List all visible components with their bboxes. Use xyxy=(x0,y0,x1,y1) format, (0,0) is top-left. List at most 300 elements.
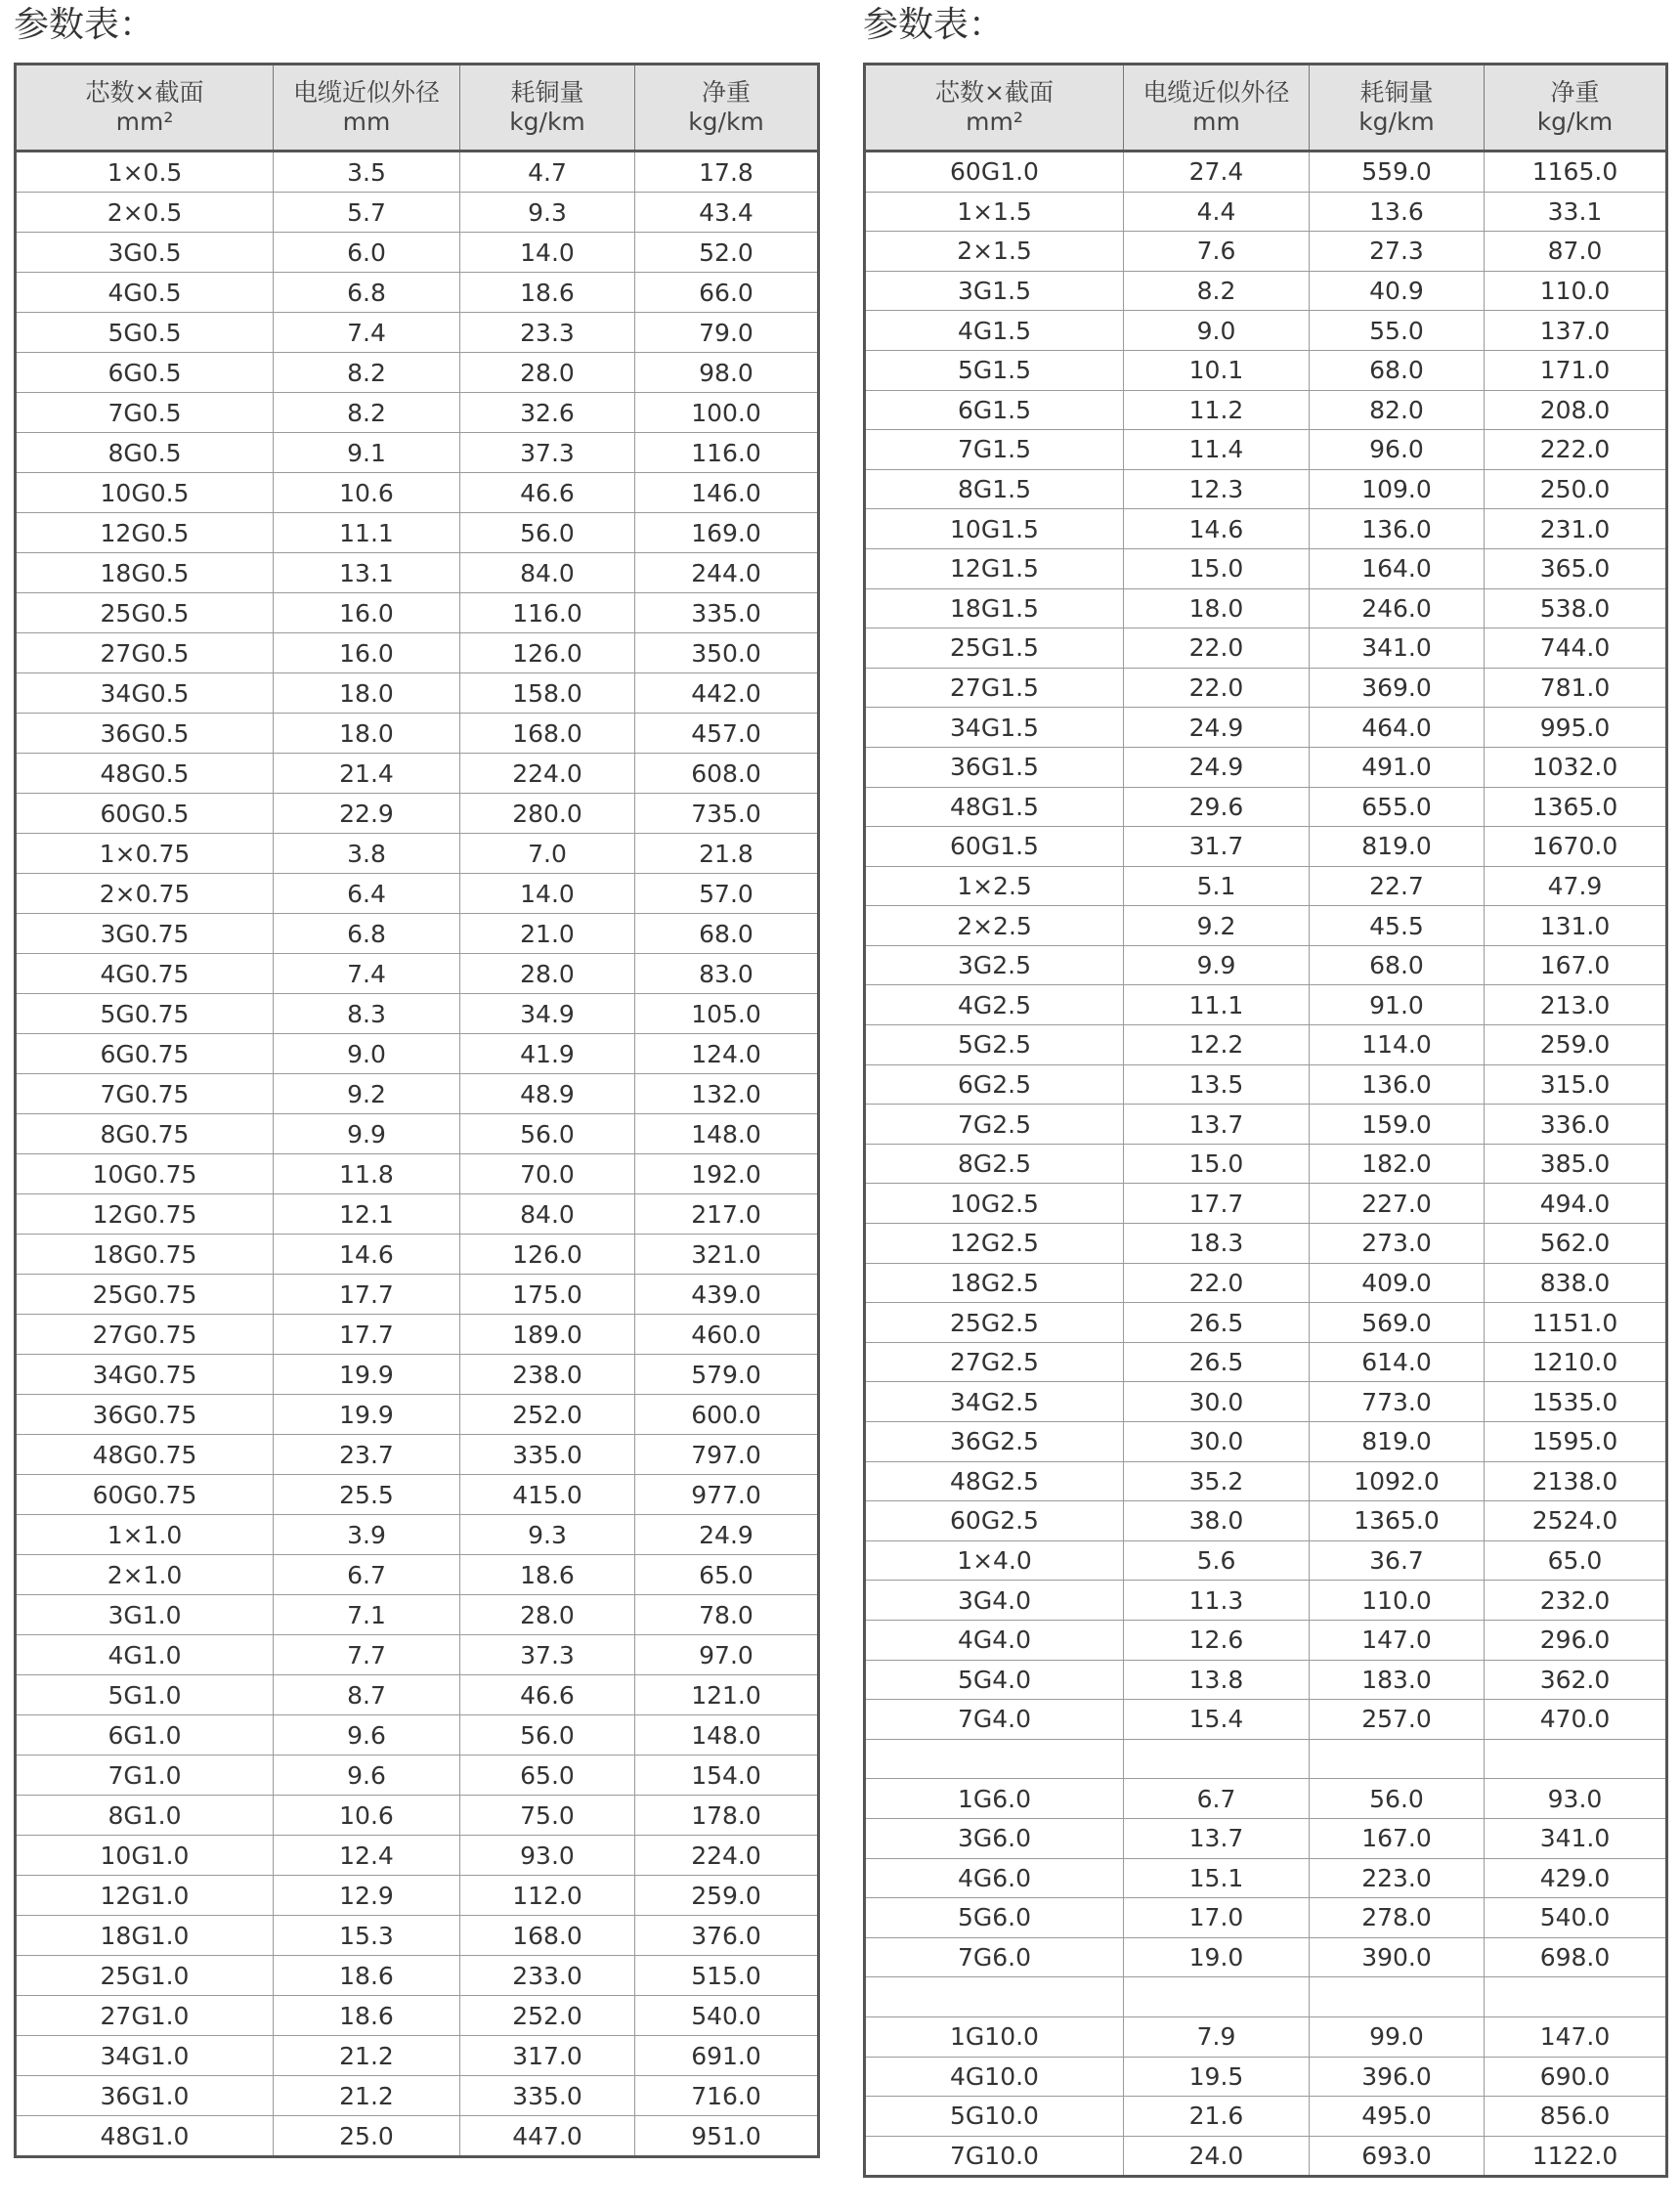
table-row xyxy=(865,1303,1667,1343)
cell-net-weight: 1122.0 xyxy=(1485,2136,1667,2177)
cell-outer-diameter: 11.2 xyxy=(1124,390,1310,430)
cell-net-weight: 1595.0 xyxy=(1485,1422,1667,1462)
cell-net-weight: 1165.0 xyxy=(1485,152,1667,193)
cell-cores-section: 5G1.0 xyxy=(16,1675,274,1715)
cell-net-weight: 362.0 xyxy=(1485,1660,1667,1700)
cell-net-weight: 350.0 xyxy=(635,633,819,673)
cell-copper-weight: 491.0 xyxy=(1310,747,1485,787)
cell-outer-diameter: 13.1 xyxy=(274,553,460,593)
cell-copper-weight: 189.0 xyxy=(460,1315,635,1355)
cell-cores-section: 4G1.0 xyxy=(16,1635,274,1675)
panel-title: 参数表： xyxy=(863,5,1005,45)
table-row xyxy=(865,985,1667,1025)
table-row xyxy=(16,1675,819,1715)
cell-copper-weight: 158.0 xyxy=(460,673,635,714)
cell-copper-weight: 55.0 xyxy=(1310,311,1485,351)
cell-cores-section: 12G0.75 xyxy=(16,1194,274,1235)
cell-outer-diameter: 7.4 xyxy=(274,954,460,994)
table-row xyxy=(865,2136,1667,2177)
cell-net-weight: 335.0 xyxy=(635,593,819,633)
cell-cores-section: 48G0.5 xyxy=(16,754,274,794)
cell-copper-weight: 36.7 xyxy=(1310,1540,1485,1581)
cell-copper-weight: 18.6 xyxy=(460,1555,635,1595)
cell-net-weight: 222.0 xyxy=(1485,430,1667,470)
table-row xyxy=(865,906,1667,946)
cell-copper-weight: 70.0 xyxy=(460,1154,635,1194)
cell-cores-section: 60G0.75 xyxy=(16,1475,274,1515)
cell-cores-section: 25G2.5 xyxy=(865,1303,1124,1343)
cell-cores-section: 2×1.0 xyxy=(16,1555,274,1595)
cell-cores-section: 5G0.75 xyxy=(16,994,274,1034)
cell-outer-diameter: 10.6 xyxy=(274,473,460,513)
table-row xyxy=(865,232,1667,272)
cell-cores-section: 3G1.0 xyxy=(16,1595,274,1635)
cell-outer-diameter: 9.0 xyxy=(1124,311,1310,351)
table-row xyxy=(865,152,1667,193)
cell-cores-section: 12G1.0 xyxy=(16,1876,274,1916)
cell-outer-diameter: 6.7 xyxy=(274,1555,460,1595)
cell-copper-weight: 257.0 xyxy=(1310,1700,1485,1740)
cell-cores-section: 1×2.5 xyxy=(865,866,1124,906)
cell-cores-section: 18G0.75 xyxy=(16,1235,274,1275)
cell-cores-section: 1×1.5 xyxy=(865,192,1124,232)
cell-cores-section: 60G0.5 xyxy=(16,794,274,834)
table-row xyxy=(16,1555,819,1595)
cell-cores-section: 34G1.0 xyxy=(16,2036,274,2076)
header-label: 电缆近似外径 xyxy=(1142,78,1290,107)
cell-net-weight: 47.9 xyxy=(1485,866,1667,906)
cell-copper-weight: 109.0 xyxy=(1310,469,1485,509)
table-row xyxy=(16,1635,819,1675)
cell-copper-weight: 28.0 xyxy=(460,353,635,393)
cell-cores-section: 4G0.75 xyxy=(16,954,274,994)
table-row xyxy=(16,433,819,473)
cell-outer-diameter: 17.7 xyxy=(1124,1184,1310,1224)
cell-copper-weight: 65.0 xyxy=(460,1756,635,1796)
cell-cores-section: 7G1.0 xyxy=(16,1756,274,1796)
cell-copper-weight: 56.0 xyxy=(1310,1779,1485,1819)
cell-cores-section: 10G1.0 xyxy=(16,1836,274,1876)
cell-net-weight: 494.0 xyxy=(1485,1184,1667,1224)
cell-cores-section: 48G2.5 xyxy=(865,1461,1124,1501)
table-row xyxy=(865,1144,1667,1184)
cell-copper-weight: 28.0 xyxy=(460,1595,635,1635)
table-row xyxy=(865,1818,1667,1858)
cell-net-weight: 121.0 xyxy=(635,1675,819,1715)
table-row xyxy=(865,1779,1667,1819)
cell-outer-diameter: 17.0 xyxy=(1124,1898,1310,1938)
cell-net-weight: 951.0 xyxy=(635,2116,819,2157)
cell-outer-diameter: 18.0 xyxy=(274,673,460,714)
cell-net-weight: 169.0 xyxy=(635,513,819,553)
cell-cores-section: 4G0.5 xyxy=(16,273,274,313)
header-row xyxy=(865,65,1667,152)
cell-net-weight: 78.0 xyxy=(635,1595,819,1635)
cell-cores-section: 36G1.0 xyxy=(16,2076,274,2116)
cell-net-weight: 540.0 xyxy=(635,1996,819,2036)
cell-cores-section: 7G2.5 xyxy=(865,1105,1124,1145)
cell-copper-weight: 84.0 xyxy=(460,1194,635,1235)
cell-copper-weight: 96.0 xyxy=(1310,430,1485,470)
cell-outer-diameter: 8.7 xyxy=(274,1675,460,1715)
table-row xyxy=(16,1074,819,1114)
table-row xyxy=(865,629,1667,669)
cell-copper-weight: 13.6 xyxy=(1310,192,1485,232)
cell-outer-diameter: 22.0 xyxy=(1124,1263,1310,1303)
table-row xyxy=(865,1620,1667,1660)
cell-copper-weight: 168.0 xyxy=(460,1916,635,1956)
table-row xyxy=(865,1739,1667,1779)
cell-cores-section: 4G2.5 xyxy=(865,985,1124,1025)
cell-copper-weight: 164.0 xyxy=(1310,548,1485,588)
cell-cores-section: 18G1.0 xyxy=(16,1916,274,1956)
cell-outer-diameter: 9.6 xyxy=(274,1715,460,1756)
cell-outer-diameter: 3.8 xyxy=(274,834,460,874)
cell-copper-weight: 126.0 xyxy=(460,633,635,673)
table-row xyxy=(16,834,819,874)
cell-outer-diameter: 25.5 xyxy=(274,1475,460,1515)
cell-net-weight: 232.0 xyxy=(1485,1581,1667,1621)
cell-outer-diameter: 21.2 xyxy=(274,2076,460,2116)
cell-cores-section: 2×0.5 xyxy=(16,193,274,233)
cell-cores-section: 18G1.5 xyxy=(865,588,1124,629)
table-row xyxy=(865,350,1667,390)
cell-copper-weight: 114.0 xyxy=(1310,1025,1485,1065)
cell-cores-section: 27G1.0 xyxy=(16,1996,274,2036)
cell-cores-section: 4G1.5 xyxy=(865,311,1124,351)
table-row xyxy=(16,1114,819,1154)
table-row xyxy=(865,1342,1667,1382)
cell-net-weight: 124.0 xyxy=(635,1034,819,1074)
table-row xyxy=(865,1064,1667,1105)
cell-copper-weight: 409.0 xyxy=(1310,1263,1485,1303)
cell-outer-diameter: 11.8 xyxy=(274,1154,460,1194)
cell-copper-weight: 82.0 xyxy=(1310,390,1485,430)
cell-copper-weight: 1092.0 xyxy=(1310,1461,1485,1501)
cell-cores-section: 1×0.75 xyxy=(16,834,274,874)
header-unit: mm xyxy=(1192,108,1240,136)
cell-outer-diameter: 38.0 xyxy=(1124,1501,1310,1541)
table-row xyxy=(16,1194,819,1235)
table-row xyxy=(865,866,1667,906)
cell-copper-weight: 569.0 xyxy=(1310,1303,1485,1343)
cell-net-weight: 315.0 xyxy=(1485,1064,1667,1105)
table-row xyxy=(16,874,819,914)
cell-outer-diameter: 8.3 xyxy=(274,994,460,1034)
cell-net-weight: 2138.0 xyxy=(1485,1461,1667,1501)
header-unit: mm xyxy=(342,108,391,136)
cell-copper-weight: 46.6 xyxy=(460,1675,635,1715)
table-row xyxy=(865,1660,1667,1700)
cell-cores-section: 7G6.0 xyxy=(865,1937,1124,1977)
cell-outer-diameter: 12.6 xyxy=(1124,1620,1310,1660)
cell-outer-diameter: 15.3 xyxy=(274,1916,460,1956)
cell-net-weight: 296.0 xyxy=(1485,1620,1667,1660)
table-row xyxy=(865,192,1667,232)
cell-copper-weight: 40.9 xyxy=(1310,271,1485,311)
cell-cores-section: 60G1.5 xyxy=(865,827,1124,867)
cell-cores-section: 1×0.5 xyxy=(16,152,274,193)
table-row xyxy=(16,914,819,954)
cell-cores-section: 5G1.5 xyxy=(865,350,1124,390)
cell-cores-section: 5G6.0 xyxy=(865,1898,1124,1938)
cell-copper-weight: 390.0 xyxy=(1310,1937,1485,1977)
cell-copper-weight: 224.0 xyxy=(460,754,635,794)
cell-copper-weight: 99.0 xyxy=(1310,2016,1485,2057)
cell-copper-weight: 18.6 xyxy=(460,273,635,313)
cell-copper-weight: 4.7 xyxy=(460,152,635,193)
table-row xyxy=(16,593,819,633)
cell-net-weight: 83.0 xyxy=(635,954,819,994)
cell-net-weight: 1365.0 xyxy=(1485,787,1667,827)
cell-net-weight: 995.0 xyxy=(1485,708,1667,748)
cell-net-weight: 224.0 xyxy=(635,1836,819,1876)
cell-outer-diameter: 8.2 xyxy=(274,353,460,393)
header-label: 芯数×截面 xyxy=(85,78,204,107)
table-row xyxy=(865,1105,1667,1145)
header-label: 耗铜量 xyxy=(1359,78,1434,107)
cell-copper-weight: 447.0 xyxy=(460,2116,635,2157)
cell-outer-diameter: 5.6 xyxy=(1124,1540,1310,1581)
header-label: 净重 xyxy=(701,78,751,107)
cell-outer-diameter: 22.0 xyxy=(1124,668,1310,708)
cell-outer-diameter: 19.9 xyxy=(274,1395,460,1435)
cell-outer-diameter: 12.1 xyxy=(274,1194,460,1235)
header-cores-section xyxy=(16,65,274,152)
cell-cores-section: 27G1.5 xyxy=(865,668,1124,708)
cell-outer-diameter: 6.8 xyxy=(274,914,460,954)
cell-net-weight: 21.8 xyxy=(635,834,819,874)
cell-outer-diameter: 6.7 xyxy=(1124,1779,1310,1819)
table-row xyxy=(16,233,819,273)
cell-outer-diameter: 9.2 xyxy=(274,1074,460,1114)
cell-net-weight: 259.0 xyxy=(1485,1025,1667,1065)
cell-net-weight: 470.0 xyxy=(1485,1700,1667,1740)
cell-copper-weight: 335.0 xyxy=(460,2076,635,2116)
cell-net-weight: 208.0 xyxy=(1485,390,1667,430)
table-row xyxy=(865,747,1667,787)
cell-copper-weight: 68.0 xyxy=(1310,945,1485,985)
cell-outer-diameter: 19.9 xyxy=(274,1355,460,1395)
table-row xyxy=(16,1515,819,1555)
table-row xyxy=(865,271,1667,311)
cell-outer-diameter: 15.1 xyxy=(1124,1858,1310,1898)
header-copper-weight xyxy=(1310,65,1485,152)
cell-outer-diameter: 15.0 xyxy=(1124,1144,1310,1184)
cell-cores-section: 4G6.0 xyxy=(865,1858,1124,1898)
cell-copper-weight: 655.0 xyxy=(1310,787,1485,827)
cell-net-weight: 131.0 xyxy=(1485,906,1667,946)
cell-outer-diameter: 16.0 xyxy=(274,633,460,673)
cell-cores-section: 10G0.75 xyxy=(16,1154,274,1194)
cell-net-weight: 515.0 xyxy=(635,1956,819,1996)
cell-outer-diameter: 12.9 xyxy=(274,1876,460,1916)
cell-outer-diameter: 8.2 xyxy=(274,393,460,433)
cell-net-weight: 562.0 xyxy=(1485,1224,1667,1264)
cell-net-weight: 244.0 xyxy=(635,553,819,593)
table-row xyxy=(16,313,819,353)
cell-net-weight: 856.0 xyxy=(1485,2097,1667,2137)
cell-outer-diameter: 14.6 xyxy=(274,1235,460,1275)
cell-outer-diameter: 17.7 xyxy=(274,1315,460,1355)
cell-outer-diameter: 8.2 xyxy=(1124,271,1310,311)
cell-copper-weight: 1365.0 xyxy=(1310,1501,1485,1541)
table-row xyxy=(865,430,1667,470)
cell-outer-diameter: 13.5 xyxy=(1124,1064,1310,1105)
cell-cores-section: 36G1.5 xyxy=(865,747,1124,787)
cell-cores-section: 27G0.5 xyxy=(16,633,274,673)
cell-net-weight: 93.0 xyxy=(1485,1779,1667,1819)
cell-cores-section: 7G1.5 xyxy=(865,430,1124,470)
header-outer-diameter xyxy=(274,65,460,152)
cell-outer-diameter: 5.7 xyxy=(274,193,460,233)
cell-outer-diameter: 9.6 xyxy=(274,1756,460,1796)
table-row xyxy=(865,1700,1667,1740)
table-row xyxy=(16,1395,819,1435)
cell-copper-weight: 136.0 xyxy=(1310,1064,1485,1105)
cell-net-weight: 691.0 xyxy=(635,2036,819,2076)
cell-outer-diameter: 5.1 xyxy=(1124,866,1310,906)
cell-copper-weight: 41.9 xyxy=(460,1034,635,1074)
table-row xyxy=(865,1977,1667,2017)
cell-net-weight: 250.0 xyxy=(1485,469,1667,509)
header-outer-diameter xyxy=(1124,65,1310,152)
cell-copper-weight: 495.0 xyxy=(1310,2097,1485,2137)
cell-net-weight: 98.0 xyxy=(635,353,819,393)
cell-net-weight: 321.0 xyxy=(635,1235,819,1275)
cell-outer-diameter: 25.0 xyxy=(274,2116,460,2157)
cell-copper-weight: 84.0 xyxy=(460,553,635,593)
cell-net-weight: 66.0 xyxy=(635,273,819,313)
cell-net-weight: 33.1 xyxy=(1485,192,1667,232)
header-unit: kg/km xyxy=(1536,108,1614,136)
table-row xyxy=(865,588,1667,629)
cell-net-weight: 698.0 xyxy=(1485,1937,1667,1977)
cell-net-weight: 68.0 xyxy=(635,914,819,954)
cell-copper-weight: 126.0 xyxy=(460,1235,635,1275)
table-row xyxy=(16,553,819,593)
cell-outer-diameter: 16.0 xyxy=(274,593,460,633)
cell-copper-weight: 136.0 xyxy=(1310,509,1485,549)
cell-cores-section: 1×4.0 xyxy=(865,1540,1124,1581)
cell-copper-weight: 93.0 xyxy=(460,1836,635,1876)
cell-cores-section: 4G10.0 xyxy=(865,2057,1124,2097)
cell-cores-section: 7G4.0 xyxy=(865,1700,1124,1740)
cell-outer-diameter: 7.9 xyxy=(1124,2016,1310,2057)
cell-outer-diameter: 10.1 xyxy=(1124,350,1310,390)
table-row xyxy=(16,1034,819,1074)
cell-cores-section: 3G1.5 xyxy=(865,271,1124,311)
table-row xyxy=(865,1581,1667,1621)
table-row xyxy=(16,994,819,1034)
cell-cores-section: 3G4.0 xyxy=(865,1581,1124,1621)
cell-outer-diameter: 18.0 xyxy=(1124,588,1310,629)
cell-outer-diameter: 17.7 xyxy=(274,1275,460,1315)
cell-net-weight: 148.0 xyxy=(635,1114,819,1154)
cell-net-weight: 147.0 xyxy=(1485,2016,1667,2057)
cell-cores-section: 48G1.5 xyxy=(865,787,1124,827)
table-row xyxy=(16,794,819,834)
table-row xyxy=(865,311,1667,351)
cell-copper-weight: 341.0 xyxy=(1310,629,1485,669)
cell-cores-section: 3G0.75 xyxy=(16,914,274,954)
cell-outer-diameter: 30.0 xyxy=(1124,1422,1310,1462)
table-row xyxy=(865,1224,1667,1264)
cell-net-weight: 79.0 xyxy=(635,313,819,353)
table-row xyxy=(16,1355,819,1395)
table-body xyxy=(865,152,1667,2177)
spec-table xyxy=(14,63,820,2158)
cell-outer-diameter: 4.4 xyxy=(1124,192,1310,232)
cell-copper-weight: 7.0 xyxy=(460,834,635,874)
table-row xyxy=(865,1540,1667,1581)
cell-cores-section: 34G0.5 xyxy=(16,673,274,714)
table-row xyxy=(16,2116,819,2157)
cell-outer-diameter: 13.8 xyxy=(1124,1660,1310,1700)
table-row xyxy=(16,754,819,794)
table-row xyxy=(865,708,1667,748)
cell-cores-section: 6G1.5 xyxy=(865,390,1124,430)
cell-cores-section: 3G6.0 xyxy=(865,1818,1124,1858)
cell-cores-section: 48G0.75 xyxy=(16,1435,274,1475)
cell-outer-diameter: 15.4 xyxy=(1124,1700,1310,1740)
cell-net-weight: 43.4 xyxy=(635,193,819,233)
cell-net-weight: 608.0 xyxy=(635,754,819,794)
table-row xyxy=(16,1275,819,1315)
table-row xyxy=(16,152,819,193)
cell-outer-diameter: 9.1 xyxy=(274,433,460,473)
cell-outer-diameter: 15.0 xyxy=(1124,548,1310,588)
cell-net-weight: 65.0 xyxy=(1485,1540,1667,1581)
cell-outer-diameter: 22.9 xyxy=(274,794,460,834)
cell-copper-weight: 252.0 xyxy=(460,1395,635,1435)
header-label: 芯数×截面 xyxy=(935,78,1054,107)
cell-copper-weight: 46.6 xyxy=(460,473,635,513)
cell-outer-diameter: 18.0 xyxy=(274,714,460,754)
table-row xyxy=(865,469,1667,509)
header-label: 净重 xyxy=(1550,78,1600,107)
cell-outer-diameter: 6.0 xyxy=(274,233,460,273)
cell-copper-weight: 56.0 xyxy=(460,1114,635,1154)
cell-outer-diameter: 12.2 xyxy=(1124,1025,1310,1065)
cell-net-weight: 460.0 xyxy=(635,1315,819,1355)
table-row xyxy=(16,1916,819,1956)
cell-net-weight: 105.0 xyxy=(635,994,819,1034)
cell-net-weight: 457.0 xyxy=(635,714,819,754)
cell-net-weight: 110.0 xyxy=(1485,271,1667,311)
cell-cores-section: 36G0.5 xyxy=(16,714,274,754)
table-row xyxy=(865,1461,1667,1501)
cell-cores-section: 1G10.0 xyxy=(865,2016,1124,2057)
cell-cores-section: 18G0.5 xyxy=(16,553,274,593)
cell-copper-weight: 22.7 xyxy=(1310,866,1485,906)
table-row xyxy=(865,668,1667,708)
cell-cores-section: 2×2.5 xyxy=(865,906,1124,946)
cell-net-weight: 781.0 xyxy=(1485,668,1667,708)
cell-cores-section: 34G0.75 xyxy=(16,1355,274,1395)
cell-outer-diameter: 23.7 xyxy=(274,1435,460,1475)
cell-cores-section: 8G2.5 xyxy=(865,1144,1124,1184)
table-row xyxy=(865,2016,1667,2057)
cell-net-weight: 716.0 xyxy=(635,2076,819,2116)
cell-outer-diameter: 21.2 xyxy=(274,2036,460,2076)
cell-cores-section: 5G0.5 xyxy=(16,313,274,353)
table-row xyxy=(865,1501,1667,1541)
table-row xyxy=(16,1996,819,2036)
cell-copper-weight: 614.0 xyxy=(1310,1342,1485,1382)
table-row xyxy=(16,513,819,553)
cell-outer-diameter: 26.5 xyxy=(1124,1342,1310,1382)
